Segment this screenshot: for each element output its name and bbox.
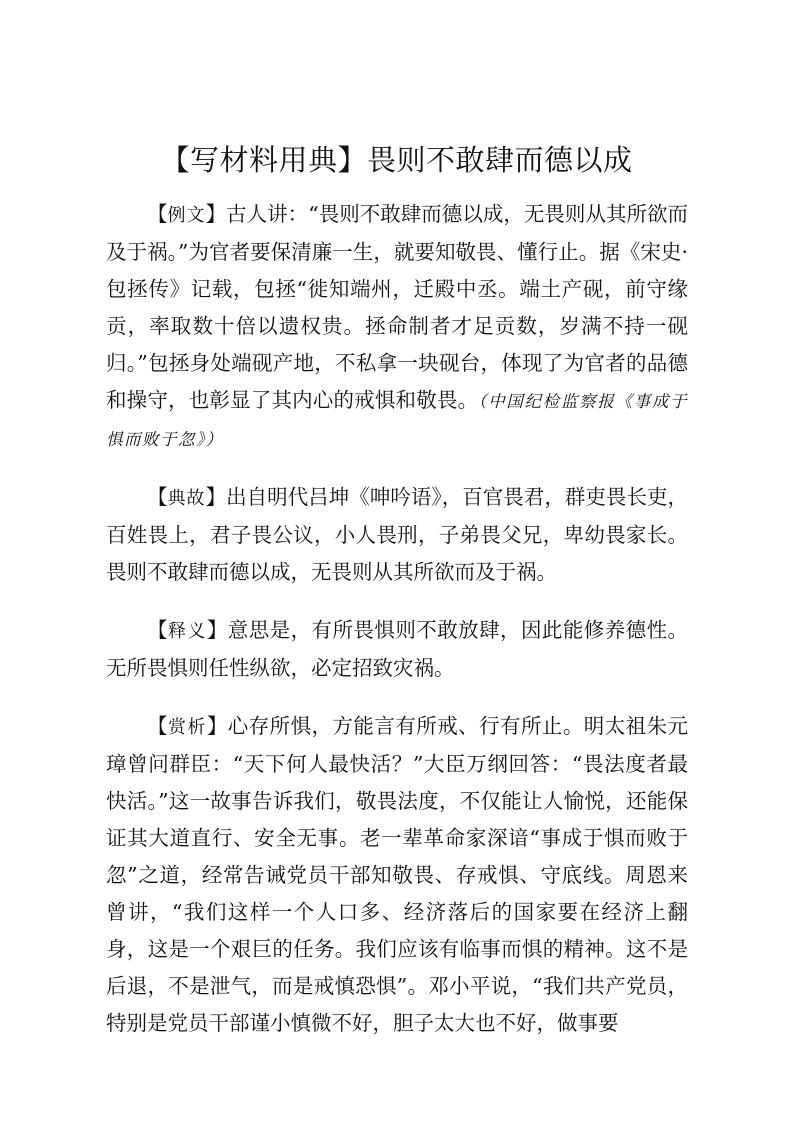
- section-tag-label: 典故: [167, 488, 206, 509]
- section-example: [106, 196, 688, 458]
- section-tag-open: 【: [147, 618, 168, 642]
- section-tag-open: 【: [147, 202, 168, 226]
- section-tag-open: 【: [147, 485, 168, 509]
- document-body: [106, 196, 688, 1063]
- section-tag-open: 【: [147, 714, 168, 738]
- section-tag-close: 】: [206, 714, 228, 738]
- section-analysis: [106, 708, 688, 1042]
- section-tag-close: 】: [205, 485, 227, 509]
- section-text: 心存所惧，方能言有所戒、行有所止。明太祖朱元璋曾问群臣：“天下何人最快活？”大臣万纲回答：“畏法度者最快活。”这一故事告诉我们，敬畏法度，不仅能让人愉悦，还能保证其大道直行、安全无事。老一辈革命家深谙“事成于惧而败于忽”之道，经常告诫党员干部知敬畏、存戒惧、守底线。周恩来曾讲，“我们这样一个人口多、经济落后的国家要在经济上翻身，这是一个艰巨的任务。我们应该有临事而惧的精神。这不是后退，不是泄气，而是戒慎恐惧”。邓小平说，“我们共产党员，特别是党员干部谨小慎微不好，胆子太大也不好，做事要: [106, 714, 689, 1035]
- section-source-citation: （中国纪检监察报《事成于惧而败于忽》）: [106, 392, 689, 449]
- section-text: 意思是，有所畏惧则不敢放肆，因此能修养德性。无所畏惧则任性纵欲，必定招致灾祸。: [106, 618, 689, 680]
- section-tag-close: 】: [206, 618, 228, 642]
- document-title: 【写材料用典】畏则不敢肆而德以成: [160, 143, 633, 177]
- section-tag-label: 赏析: [167, 717, 207, 738]
- section-meaning: [106, 612, 688, 687]
- section-text: 古人讲：“畏则不敢肆而德以成，无畏则从其所欲而及于祸。”为官者要保清廉一生，就要知敬畏、懂行止。据《宋史·包拯传》记载，包拯“徙知端州，迁殿中丞。端土产砚，前守缘贡，率取数十倍以遗权贵。拯命制者才足贡数，岁满不持一砚归。”包拯身处端砚产地，不私拿一块砚台，体现了为官者的品德和操守，也彰显了其内心的戒惧和敬畏。: [106, 202, 689, 412]
- section-text: 出自明代吕坤《呻吟语》，百官畏君，群吏畏长吏，百姓畏上，君子畏公议，小人畏刑，子弟畏父兄，卑幼畏家长。畏则不敢肆而德以成，无畏则从其所欲而及于祸。: [106, 485, 689, 584]
- section-tag-label: 释义: [167, 621, 207, 642]
- section-tag-label: 例文: [167, 205, 206, 226]
- section-allusion: [106, 479, 688, 591]
- section-tag-close: 】: [205, 202, 227, 226]
